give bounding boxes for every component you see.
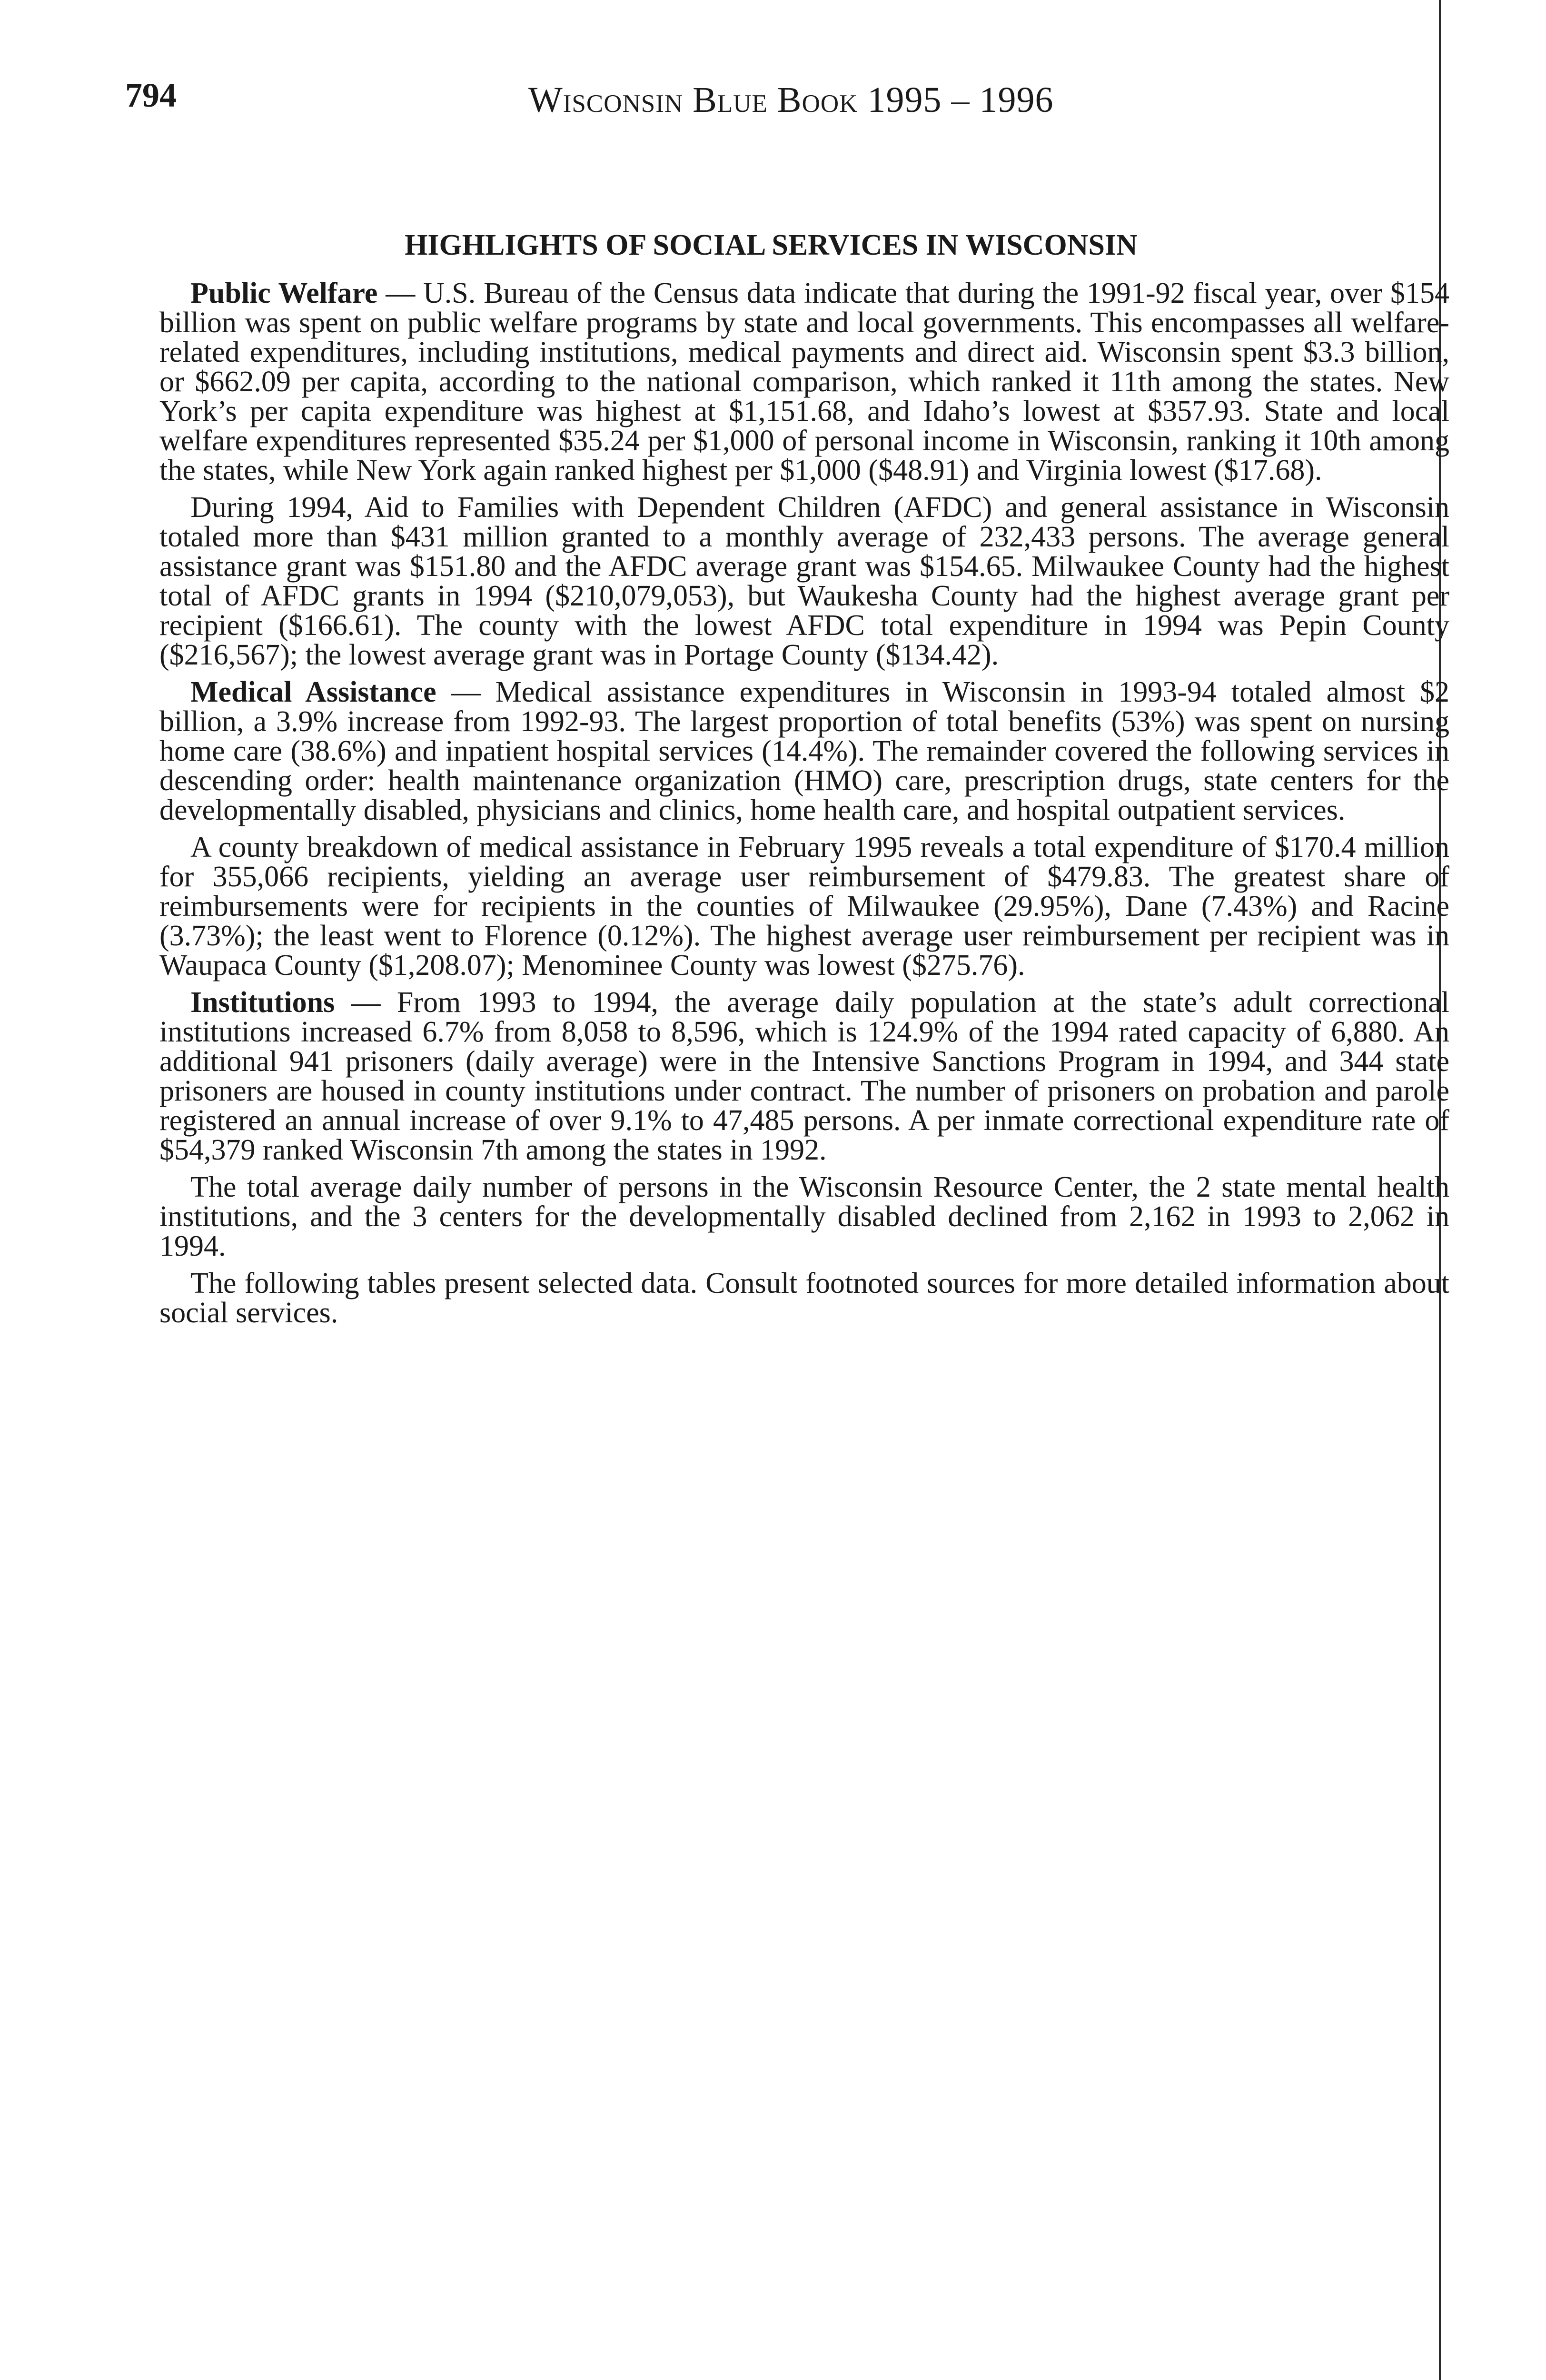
running-head-word-1: isconsin [563, 80, 684, 120]
paragraph-tables-note [159, 1269, 1449, 1328]
article-body [159, 278, 1449, 1335]
page-number: 794 [125, 76, 177, 114]
paragraph-medical-assistance [159, 677, 1449, 825]
paragraph-institutions [159, 988, 1449, 1165]
section-heading-public-welfare: Public Welfare [190, 277, 378, 309]
paragraph-county-breakdown [159, 833, 1449, 980]
paragraph-public-welfare [159, 278, 1449, 485]
page-title: HIGHLIGHTS OF SOCIAL SERVICES IN WISCONSIN [405, 229, 1138, 261]
paragraph-text: The following tables present selected data. Consult footnoted sources for more detailed information about social services. [159, 1267, 1449, 1329]
paragraph-afdc [159, 493, 1449, 670]
paragraph-text: — From 1993 to 1994, the average daily population at the state’s adult correctional institutions increased 6.7% from 8,058 to 8,596, which is 124.9% of the 1994 rated capacity of 6,880. An additional 941 prisoners (daily average) were in the Intensive Sanctions Program in 1994, and 344 state prisoners are housed in county institutions under contract. The number of prisoners on probation and parole registered an annual increase of over 9.1% to 47,485 persons. A per inmate correctional expenditure rate of $54,379 ranked Wisconsin 7th among the states in 1992. [159, 986, 1449, 1166]
paragraph-text: — U.S. Bureau of the Census data indicate that during the 1991-92 fiscal year, over $154 billion was spent on public welfare programs by state and local governments. This encompasses all welfare-related expenditures, including institutions, medical payments and direct aid. Wisconsin spent $3.3 billion, or $662.09 per capita, according to the national comparison, which ranked it 11th among the states. New York’s per capita expenditure was highest at $1,151.68, and Idaho’s lowest at $357.93. State and local welfare expenditures represented $35.24 per $1,000 of personal income in Wisconsin, ranking it 10th among the states, while New York again ranked highest per $1,000 ($48.91) and Virginia lowest ($17.68). [159, 277, 1449, 486]
paragraph-text: During 1994, Aid to Families with Dependent Children (AFDC) and general assistance in Wisconsin totaled more than $431 million granted to a monthly average of 232,433 persons. The average general assistance grant was $151.80 and the AFDC average grant was $154.65. Milwaukee County had the highest total of AFDC grants in 1994 ($210,079,053), but Waukesha County had the highest average grant per recipient ($166.61). The county with the lowest AFDC total expenditure in 1994 was Pepin County ($216,567); the lowest average grant was in Portage County ($134.42). [159, 491, 1449, 671]
section-heading-institutions: Institutions [190, 986, 335, 1019]
paragraph-text: The total average daily number of persons in the Wisconsin Resource Center, the 2 state mental health institutions, and the 3 centers for the developmentally disabled declined from 2,162 in 1993 to 2,062 in 1994. [159, 1171, 1449, 1262]
paragraph-text: A county breakdown of medical assistance in February 1995 reveals a total expenditure of $170.4 million for 355,066 recipients, yielding an average user reimbursement of $479.83. The greatest share of reimbursements were for recipients in the counties of Milwaukee (29.95%), Dane (7.43%) and Racine (3.73%); the least went to Florence (0.12%). The highest average user reimbursement per recipient was in Waupaca County ($1,208.07); Menominee County was lowest ($275.76). [159, 831, 1449, 982]
paragraph-text: — Medical assistance expenditures in Wisconsin in 1993-94 totaled almost $2 billion, a 3.9% increase from 1992-93. The largest proportion of total benefits (53%) was spent on nursing home care (38.6%) and inpatient hospital services (14.4%). The remainder covered the following services in descending order: health maintenance organization (HMO) care, prescription drugs, state centers for the developmentally disabled, physicians and clinics, home health care, and hospital outpatient services. [159, 676, 1449, 826]
paragraph-resource-center [159, 1172, 1449, 1261]
running-head-word-2: lue [717, 80, 768, 120]
running-head-cap-1: W [528, 80, 563, 120]
section-heading-medical-assistance: Medical Assistance [190, 676, 436, 708]
running-head [528, 82, 1053, 118]
running-head-cap-2: B [693, 80, 717, 120]
running-head-years: 1995 – 1996 [867, 80, 1054, 120]
running-head-word-3: ook [802, 80, 858, 120]
running-head-cap-3: B [777, 80, 802, 120]
